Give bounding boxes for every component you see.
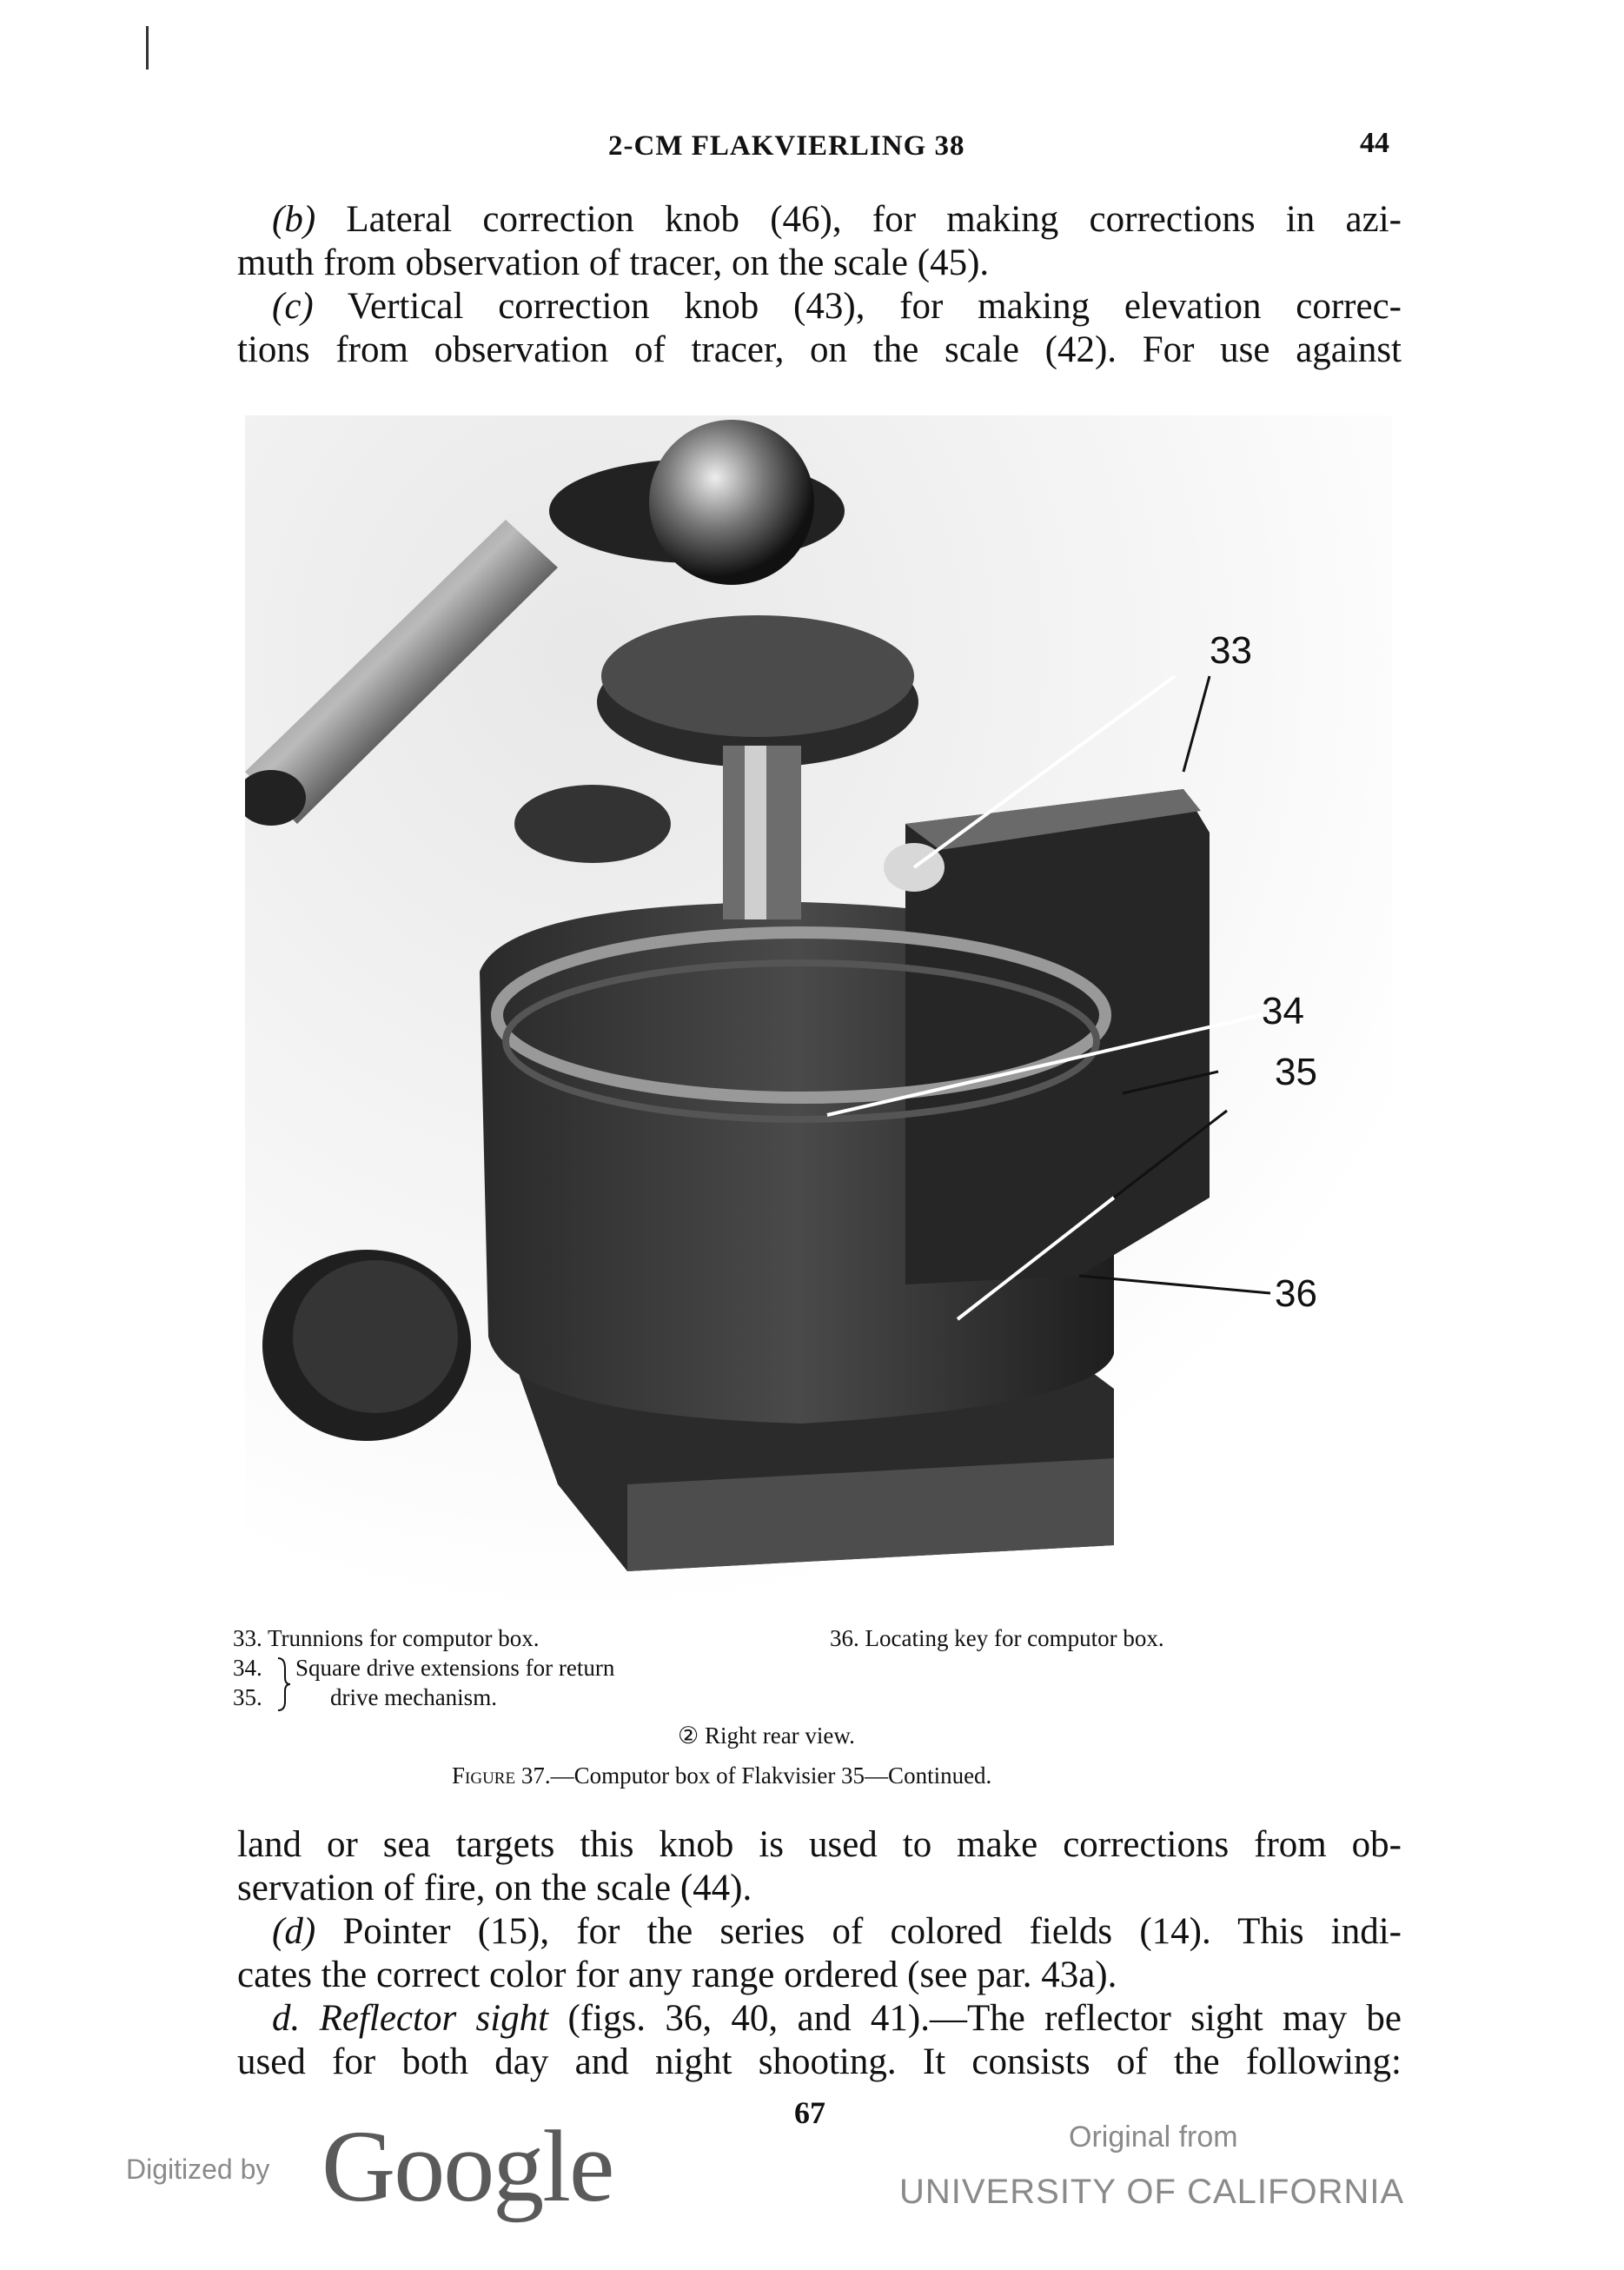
text-line: servation of fire, on the scale (44). [237,1868,752,1908]
text-line: d. Reflector sight (figs. 36, 40, and 41).—The reflector sight may be [272,1998,1402,2039]
text-line: (b) Lateral correction knob (46), for making corrections in azi- [272,199,1402,240]
figure-caption-text: —Computor box of Flakvisier 35—Continued. [550,1762,992,1789]
legend-item-34-35-line-2: drive mechanism. [330,1684,497,1710]
scan-edge-mark [146,26,149,70]
callout-33: 33 [1210,629,1252,672]
text-line: cates the correct color for any range ordered (see par. 43a). [237,1955,1117,1995]
university-label: UNIVERSITY OF CALIFORNIA [899,2173,1405,2211]
text-line: muth from observation of tracer, on the scale (45). [237,242,990,283]
paragraph-vertical-correction [237,285,1402,372]
text-line: (d) Pointer (15), for the series of colored fields (14). This indi- [272,1911,1402,1952]
digitized-by-label: Digitized by [126,2154,270,2185]
figure-caption [452,1762,991,1789]
paragraph-pointer [237,1910,1402,1997]
text-line: (c) Vertical correction knob (43), for making elevation correc- [272,286,1402,327]
legend-item-34-number: 34. [233,1655,262,1681]
paragraph-lateral-correction [237,198,1402,285]
paragraph-land-sea-targets [237,1823,1402,1910]
legend-item-33: 33. Trunnions for computor box. [233,1625,540,1651]
paragraph-reflector-sight [237,1997,1402,2084]
legend-item-34-35-line-1: Square drive extensions for return [295,1655,615,1681]
legend-brace [275,1656,292,1712]
original-from-label: Original from [1069,2121,1238,2154]
text-line: used for both day and night shooting. It consists of the following: [237,2041,1402,2082]
text-line: land or sea targets this knob is used to make corrections from ob- [237,1824,1402,1865]
header-page-number: 44 [1360,127,1389,159]
legend-item-36: 36. Locating key for computor box. [830,1625,1164,1651]
figure-caption-prefix: Figure 37. [452,1762,551,1789]
google-logo: Google [321,2109,613,2223]
running-header: 2-CM FLAKVIERLING 38 [608,130,965,162]
computor-box-photograph [245,415,1392,1615]
legend-item-35-number: 35. [233,1684,262,1710]
callout-34: 34 [1262,990,1304,1032]
callout-36: 36 [1275,1272,1317,1315]
view-label: ② Right rear view. [678,1722,855,1749]
text-line: tions from observation of tracer, on the scale (42). For use against [237,329,1402,370]
callout-35: 35 [1275,1051,1317,1093]
footer-page-number: 67 [794,2095,825,2130]
